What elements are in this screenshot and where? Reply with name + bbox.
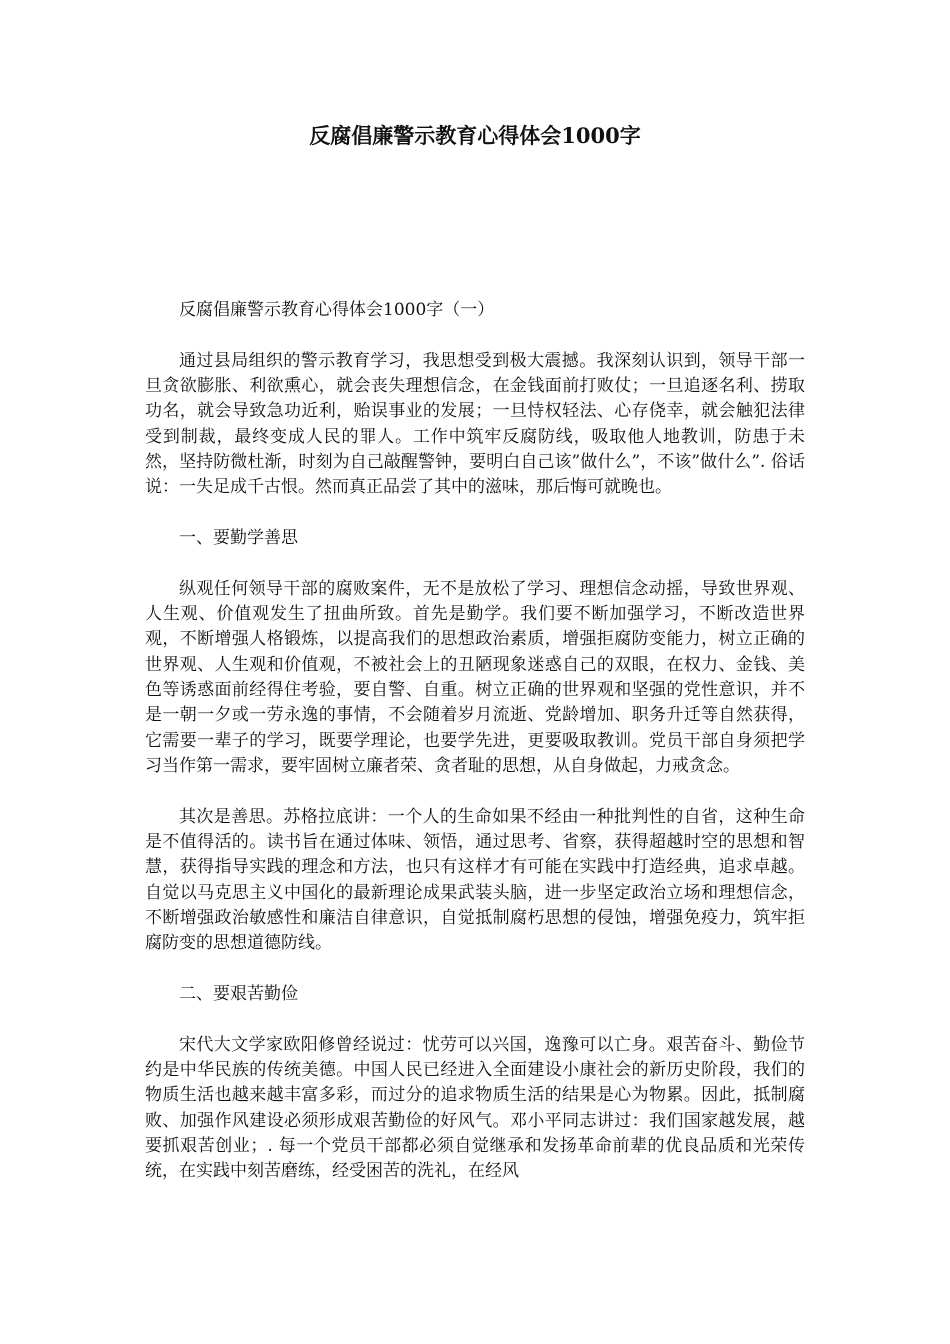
section-heading-1: 一、要勤学善思 xyxy=(179,528,298,549)
document-subtitle: 反腐倡廉警示教育心得体会1000字（一） xyxy=(179,300,495,320)
paragraph-reflect: 其次是善思。苏格拉底讲：一个人的生命如果不经由一种批判性的自省，这种生命是不值得活的。读书旨在通过体味、领悟，通过思考、省察，获得超越时空的思想和智慧，获得指导实践的理念和方法，也只有这样才有可能在实践中打造经典，追求卓越。自觉以马克思主义中国化的最新理论成果武装头脑，进一步坚定政治立场和理想信念，不断增强政治敏感性和廉洁自律意识，自觉抵制腐朽思想的侵蚀，增强免疫力，筑牢拒腐防变的思想道德防线。 xyxy=(145,806,805,954)
paragraph-intro: 通过县局组织的警示教育学习，我思想受到极大震撼。我深刻认识到，领导干部一旦贪欲膨胀、利欲熏心，就会丧失理想信念，在金钱面前打败仗；一旦追逐名利、捞取功名，就会导致急功近利，贻误事业的发展；一旦恃权轻法、心存侥幸，就会触犯法律受到制裁，最终变成人民的罪人。工作中筑牢反腐防线，吸取他人地教训，防患于未然，坚持防微杜渐，时刻为自己敲醒警钟，要明白自己该”做什么”，不该”做什么”. 俗话说：一失足成千古恨。然而真正品尝了其中的滋味，那后悔可就晚也。 xyxy=(145,350,805,498)
paragraph-frugal: 宋代大文学家欧阳修曾经说过：忧劳可以兴国，逸豫可以亡身。艰苦奋斗、勤俭节约是中华民族的传统美德。中国人民已经进入全面建设小康社会的新历史阶段，我们的物质生活也越来越丰富多彩，而过分的追求物质生活的结果是心为物累。因此，抵制腐败、加强作风建设必须形成艰苦勤俭的好风气。邓小平同志讲过：我们国家越发展，越要抓艰苦创业；. 每一个党员干部都必须自觉继承和发扬革命前辈的优良品质和光荣传统，在实践中刻苦磨练，经受困苦的洗礼，在经风 xyxy=(145,1034,805,1182)
document-title: 反腐倡廉警示教育心得体会1000字 xyxy=(309,123,641,148)
section-heading-2: 二、要艰苦勤俭 xyxy=(179,984,298,1005)
document-body xyxy=(145,298,805,1210)
paragraph-study: 纵观任何领导干部的腐败案件，无不是放松了学习、理想信念动摇，导致世界观、人生观、价值观发生了扭曲所致。首先是勤学。我们要不断加强学习，不断改造世界观，不断增强人格锻炼，以提高我们的思想政治素质，增强拒腐防变能力，树立正确的世界观、人生观和价值观，不被社会上的丑陋现象迷惑自己的双眼，在权力、金钱、美色等诱惑面前经得住考验，要自警、自重。树立正确的世界观和坚强的党性意识，并不是一朝一夕或一劳永逸的事情，不会随着岁月流逝、党龄增加、职务升迁等自然获得，它需要一辈子的学习，既要学理论，也要学先进，更要吸取教训。党员干部自身须把学习当作第一需求，要牢固树立廉者荣、贪者耻的思想，从自身做起，力戒贪念。 xyxy=(145,578,805,776)
